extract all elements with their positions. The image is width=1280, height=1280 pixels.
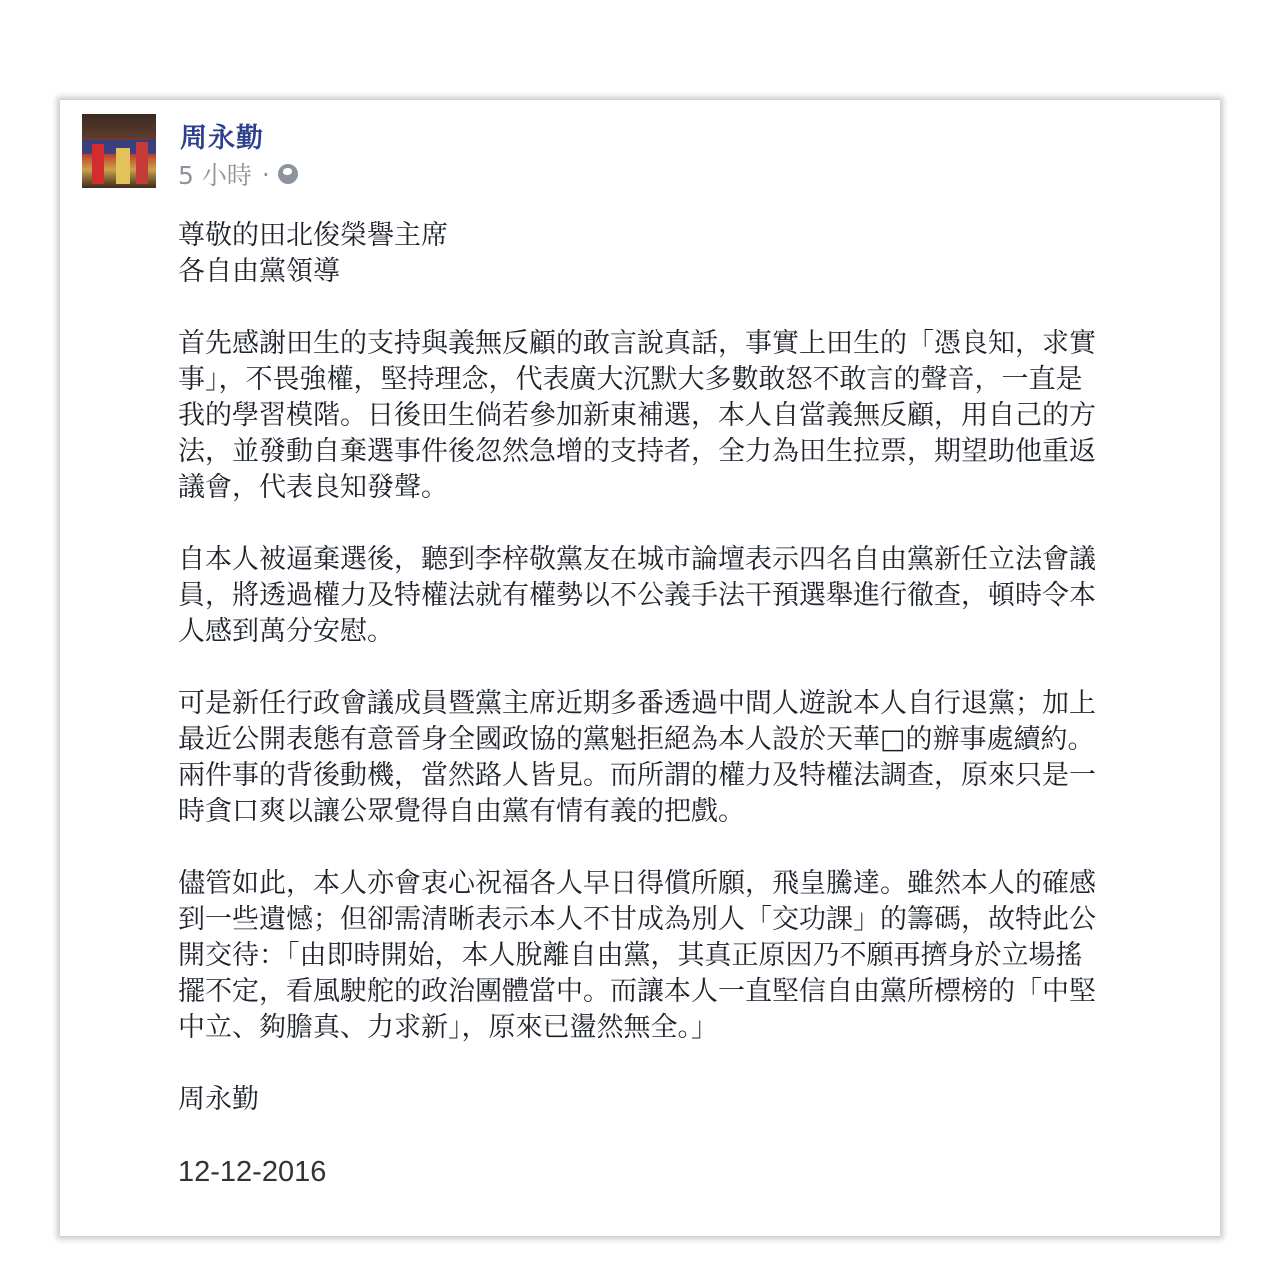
- post-meta: [178, 156, 298, 192]
- post-paragraph: 尊敬的田北俊榮譽主席 各自由黨領導: [178, 220, 448, 287]
- avatar[interactable]: [82, 114, 156, 188]
- post-date: 12-12-2016: [178, 1156, 327, 1188]
- avatar-image-part: [92, 144, 104, 184]
- post-card: [60, 100, 1220, 1236]
- globe-icon[interactable]: [278, 164, 298, 184]
- post-signature: 周永勤: [178, 1084, 259, 1115]
- avatar-image-part: [116, 148, 130, 184]
- post-paragraph: 儘管如此，本人亦會衷心祝福各人早日得償所願，飛皇騰達。雖然本人的確感 到一些遺憾；但卻需清晰表示本人不甘成為別人「交功課」的籌碼，故特此公 開交待：「由即時開始，本人脫離自由黨，其真正原因乃不願再擠身於立場搖 擺不定，看風駛舵的政治團體當中。而讓本人一直堅信自由黨所標榜的「中堅 中立、夠膽真、力求新」，原來已盪然無全。」: [178, 868, 1096, 1043]
- meta-separator: ·: [261, 159, 270, 189]
- post-timestamp[interactable]: 5 小時: [178, 161, 252, 190]
- author-name[interactable]: 周永勤: [180, 123, 264, 154]
- post-paragraph: 首先感謝田生的支持與義無反顧的敢言說真話，事實上田生的「憑良知，求實 事」，不畏強權，堅持理念，代表廣大沉默大多數敢怒不敢言的聲音，一直是 我的學習模階。日後田生倘若參加新東補選，本人自當義無反顧，用自己的方 法，並發動自棄選事件後忽然急增的支持者，全力為田生拉票，期望助他重返 議會，代表良知發聲。: [178, 328, 1096, 503]
- post-paragraph: 自本人被逼棄選後，聽到李梓敬黨友在城市論壇表示四名自由黨新任立法會議 員，將透過權力及特權法就有權勢以不公義手法干預選舉進行徹查，頓時令本 人感到萬分安慰。: [178, 544, 1096, 647]
- post-paragraph: 可是新任行政會議成員暨黨主席近期多番透過中間人遊說本人自行退黨；加上 最近公開表態有意晉身全國政協的黨魁拒絕為本人設於天華□的辦事處續約。 兩件事的背後動機，當然路人皆見。而所謂的權力及特權法調查，原來只是一 時貪口爽以讓公眾覺得自由黨有情有義的把戲。: [178, 688, 1096, 827]
- avatar-image-part: [136, 142, 148, 184]
- post-body: [178, 218, 1188, 1226]
